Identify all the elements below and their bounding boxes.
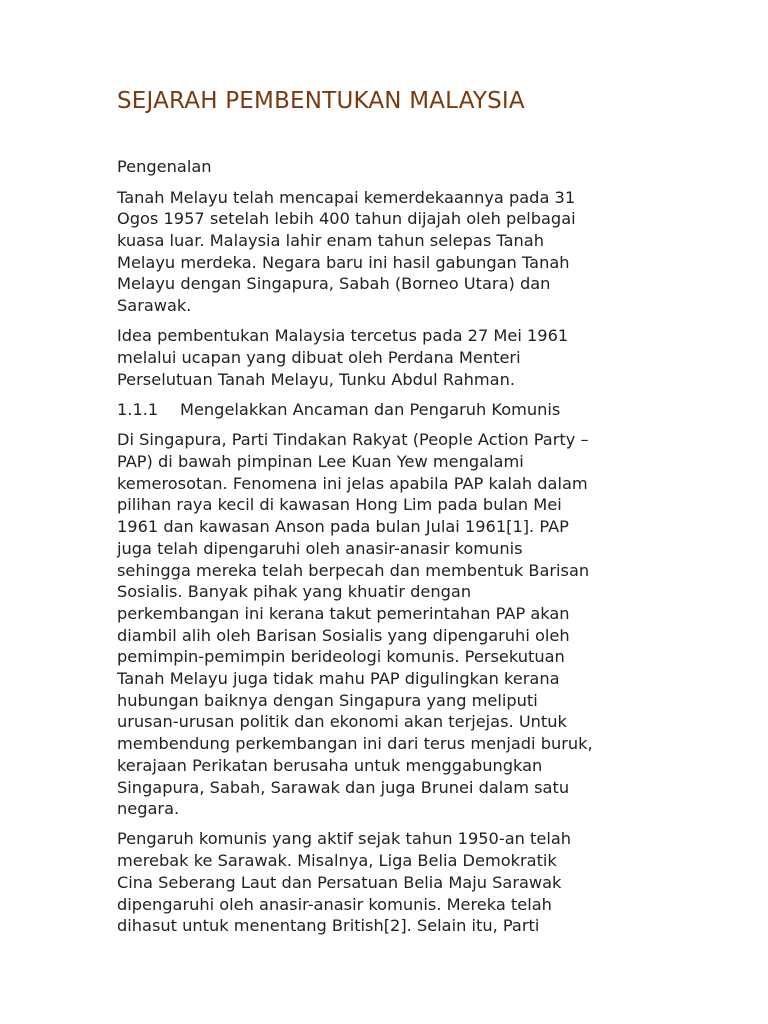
document-title: SEJARAH PEMBENTUKAN MALAYSIA xyxy=(117,88,525,114)
text-line: kemerosotan. Fenomena ini jelas apabila PAP kalah dalam xyxy=(117,473,588,493)
text-line: Pengaruh komunis yang aktif sejak tahun 1950-an telah xyxy=(117,829,572,849)
document-page xyxy=(117,84,757,937)
subsection-title: Mengelakkan Ancaman dan Pengaruh Komunis xyxy=(180,399,561,419)
text-line: dipengaruhi oleh anasir-anasir komunis. Mereka telah xyxy=(117,894,552,914)
text-line: pemimpin-pemimpin berideologi komunis. Persekutuan xyxy=(117,647,565,667)
text-line: Idea pembentukan Malaysia tercetus pada 27 Mei 1961 xyxy=(117,326,569,346)
text-line: Melayu merdeka. Negara baru ini hasil gabungan Tanah xyxy=(117,252,570,272)
text-line: 1961 dan kawasan Anson pada bulan Julai 1961[1]. PAP xyxy=(117,517,569,537)
spacer xyxy=(117,317,757,326)
text-line: Tanah Melayu juga tidak mahu PAP digulingkan kerana xyxy=(117,669,560,689)
text-line: melalui ucapan yang dibuat oleh Perdana Menteri xyxy=(117,347,521,367)
text-line: Perselutuan Tanah Melayu, Tunku Abdul Rahman. xyxy=(117,369,515,389)
text-line: Tanah Melayu telah mencapai kemerdekaannya pada 31 xyxy=(117,187,576,207)
subsection-heading xyxy=(117,399,757,421)
text-line: Ogos 1957 setelah lebih 400 tahun dijajah oleh pelbagai xyxy=(117,209,576,229)
text-line: sehingga mereka telah berpecah dan membentuk Barisan xyxy=(117,560,590,580)
section-heading: Pengenalan xyxy=(117,157,212,176)
text-line: Sosialis. Banyak pihak yang khuatir dengan xyxy=(117,582,472,602)
spacer xyxy=(117,178,757,187)
text-line: kerajaan Perikatan berusaha untuk menggabungkan xyxy=(117,755,543,775)
text-line: urusan-urusan politik dan ekonomi akan terjejas. Untuk xyxy=(117,712,567,732)
text-line: Cina Seberang Laut dan Persatuan Belia Maju Sarawak xyxy=(117,872,562,892)
spacer xyxy=(117,421,757,430)
text-line: negara. xyxy=(117,799,180,819)
paragraph-idea xyxy=(117,325,757,390)
text-line: Sarawak. xyxy=(117,296,192,316)
spacer xyxy=(117,820,757,829)
text-line: merebak ke Sarawak. Misalnya, Liga Belia Demokratik xyxy=(117,851,557,871)
text-line: membendung perkembangan ini dari terus menjadi buruk, xyxy=(117,734,593,754)
paragraph-sarawak xyxy=(117,828,757,937)
text-line: PAP) di bawah pimpinan Lee Kuan Yew mengalami xyxy=(117,452,524,472)
paragraph-singapura xyxy=(117,429,757,820)
text-line: Singapura, Sabah, Sarawak dan juga Brunei dalam satu xyxy=(117,777,570,797)
text-line: dihasut untuk menentang British[2]. Selain itu, Parti xyxy=(117,916,540,936)
spacer xyxy=(117,390,757,399)
text-line: diambil alih oleh Barisan Sosialis yang dipengaruhi oleh xyxy=(117,625,570,645)
subsection-number: 1.1.1 xyxy=(117,399,159,419)
text-line: juga telah dipengaruhi oleh anasir-anasir komunis xyxy=(117,538,523,558)
text-line: Melayu dengan Singapura, Sabah (Borneo Utara) dan xyxy=(117,274,551,294)
text-line: Di Singapura, Parti Tindakan Rakyat (People Action Party – xyxy=(117,430,589,450)
text-line: hubungan baiknya dengan Singapura yang meliputi xyxy=(117,690,538,710)
paragraph-intro xyxy=(117,187,757,317)
text-line: kuasa luar. Malaysia lahir enam tahun selepas Tanah xyxy=(117,230,544,250)
text-line: perkembangan ini kerana takut pemerintahan PAP akan xyxy=(117,603,570,623)
text-line: pilihan raya kecil di kawasan Hong Lim pada bulan Mei xyxy=(117,495,562,515)
